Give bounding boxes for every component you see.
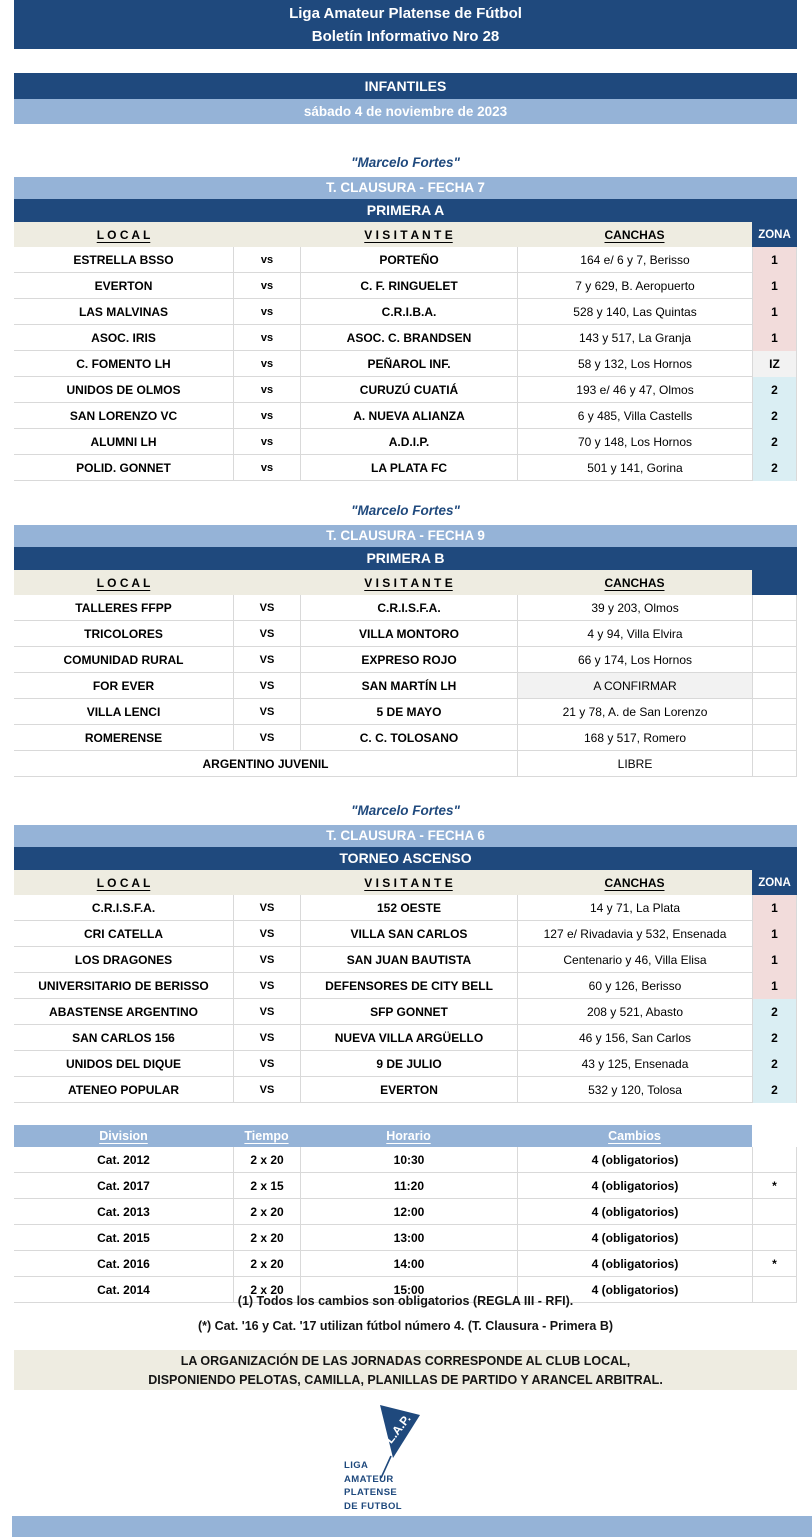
zona-cell: 1 (752, 947, 797, 973)
col-header-horario: Horario (300, 1125, 517, 1147)
visitante-team-cell: NUEVA VILLA ARGÜELLO (300, 1025, 517, 1051)
visitante-team-cell: DEFENSORES DE CITY BELL (300, 973, 517, 999)
col-header-zona (752, 570, 797, 595)
local-team-cell: ABASTENSE ARGENTINO (14, 999, 233, 1025)
col-header-division: Division (14, 1125, 233, 1147)
cancha-cell: 46 y 156, San Carlos (517, 1025, 752, 1051)
cancha-cell: 208 y 521, Abasto (517, 999, 752, 1025)
local-team-cell: ALUMNI LH (14, 429, 233, 455)
col-header-vs (233, 870, 300, 895)
local-team-cell: UNIDOS DEL DIQUE (14, 1051, 233, 1077)
visitante-team-cell: SAN JUAN BAUTISTA (300, 947, 517, 973)
col-header-tiempo: Tiempo (233, 1125, 300, 1147)
fixture-row (14, 351, 797, 377)
local-team-cell: TRICOLORES (14, 621, 233, 647)
vs-label: VS (233, 921, 300, 947)
zona-cell: 1 (752, 973, 797, 999)
schedule-row (14, 1173, 797, 1199)
title-bar (14, 0, 797, 49)
vs-label: VS (233, 595, 300, 621)
vs-label: vs (233, 403, 300, 429)
vs-label: vs (233, 377, 300, 403)
footer-banner (14, 1350, 797, 1390)
note-cell (752, 1199, 797, 1225)
division-bar: PRIMERA B (14, 547, 797, 570)
local-team-cell: ESTRELLA BSSO (14, 247, 233, 273)
vs-label: VS (233, 1077, 300, 1103)
logo-caption (344, 1459, 464, 1513)
cancha-cell: A CONFIRMAR (517, 673, 752, 699)
visitante-team-cell: PORTEÑO (300, 247, 517, 273)
cancha-cell: 193 e/ 46 y 47, Olmos (517, 377, 752, 403)
division-cell: Cat. 2016 (14, 1251, 233, 1277)
fixture-row (14, 247, 797, 273)
vs-label: VS (233, 673, 300, 699)
col-header-visitante: V I S I T A N T E (364, 575, 453, 590)
fixture-row (14, 403, 797, 429)
column-header-row (14, 222, 797, 247)
league-title: Liga Amateur Platense de Fútbol (289, 5, 522, 22)
date-bar: sábado 4 de noviembre de 2023 (14, 99, 797, 124)
fixture-row (14, 973, 797, 999)
zona-cell (752, 673, 797, 699)
cancha-cell: 528 y 140, Las Quintas (517, 299, 752, 325)
fixture-rows (14, 247, 797, 481)
zona-cell: 1 (752, 895, 797, 921)
visitante-team-cell: CURUZÚ CUATIÁ (300, 377, 517, 403)
vs-label: VS (233, 725, 300, 751)
tiempo-cell: 2 x 15 (233, 1173, 300, 1199)
horario-cell: 13:00 (300, 1225, 517, 1251)
schedule-row (14, 1251, 797, 1277)
col-header-vs (233, 222, 300, 247)
cancha-cell: 14 y 71, La Plata (517, 895, 752, 921)
vs-label: vs (233, 351, 300, 377)
cambios-cell: 4 (obligatorios) (517, 1277, 752, 1303)
note-cell: * (752, 1251, 797, 1277)
visitante-team-cell: EVERTON (300, 1077, 517, 1103)
col-header-visitante: V I S I T A N T E (364, 227, 453, 242)
cambios-cell: 4 (obligatorios) (517, 1173, 752, 1199)
note-cell (752, 1147, 797, 1173)
horario-cell: 11:20 (300, 1173, 517, 1199)
zona-cell: 2 (752, 1077, 797, 1103)
cancha-cell: 127 e/ Rivadavia y 532, Ensenada (517, 921, 752, 947)
division-cell: Cat. 2015 (14, 1225, 233, 1251)
schedule-row (14, 1225, 797, 1251)
horario-cell: 14:00 (300, 1251, 517, 1277)
cambios-cell: 4 (obligatorios) (517, 1147, 752, 1173)
fixture-table-ascenso (14, 870, 797, 1103)
cambios-cell: 4 (obligatorios) (517, 1199, 752, 1225)
vs-label: VS (233, 1051, 300, 1077)
free-team-cell: ARGENTINO JUVENIL (14, 751, 517, 777)
cancha-cell: 501 y 141, Gorina (517, 455, 752, 481)
cancha-cell: 532 y 120, Tolosa (517, 1077, 752, 1103)
note-cell (752, 1225, 797, 1251)
fixture-row (14, 999, 797, 1025)
zona-cell: 1 (752, 273, 797, 299)
visitante-team-cell: LA PLATA FC (300, 455, 517, 481)
schedule-row (14, 1147, 797, 1173)
vs-label: VS (233, 973, 300, 999)
visitante-team-cell: C.R.I.B.A. (300, 299, 517, 325)
round-bar: T. CLAUSURA - FECHA 6 (14, 825, 797, 847)
fixture-row (14, 377, 797, 403)
visitante-team-cell: 9 DE JULIO (300, 1051, 517, 1077)
local-team-cell: POLID. GONNET (14, 455, 233, 481)
local-team-cell: CRI CATELLA (14, 921, 233, 947)
vs-label: VS (233, 947, 300, 973)
logo-caption-line: AMATEUR (344, 1473, 394, 1485)
cancha-cell: 39 y 203, Olmos (517, 595, 752, 621)
col-header-canchas: CANCHAS (604, 875, 665, 890)
zona-cell (752, 621, 797, 647)
fixture-row (14, 1051, 797, 1077)
visitante-team-cell: 5 DE MAYO (300, 699, 517, 725)
zona-cell: 2 (752, 1051, 797, 1077)
cancha-cell: 70 y 148, Los Hornos (517, 429, 752, 455)
vs-label: VS (233, 1025, 300, 1051)
division-bar: PRIMERA A (14, 199, 797, 222)
visitante-team-cell: SFP GONNET (300, 999, 517, 1025)
fixture-row (14, 299, 797, 325)
col-header-visitante: V I S I T A N T E (364, 875, 453, 890)
tiempo-cell: 2 x 20 (233, 1277, 300, 1303)
local-team-cell: ROMERENSE (14, 725, 233, 751)
local-team-cell: UNIVERSITARIO DE BERISSO (14, 973, 233, 999)
tiempo-cell: 2 x 20 (233, 1225, 300, 1251)
cancha-cell: LIBRE (517, 751, 752, 777)
fixture-row (14, 595, 797, 621)
local-team-cell: COMUNIDAD RURAL (14, 647, 233, 673)
vs-label: vs (233, 299, 300, 325)
vs-label: VS (233, 895, 300, 921)
logo-caption-line: PLATENSE (344, 1487, 398, 1498)
local-team-cell: VILLA LENCI (14, 699, 233, 725)
footer-line-1: LA ORGANIZACIÓN DE LAS JORNADAS CORRESPONDE AL CLUB LOCAL, (180, 1354, 631, 1368)
schedule-row (14, 1199, 797, 1225)
fixture-rows (14, 595, 797, 777)
note-line-2: (*) Cat. '16 y Cat. '17 utilizan fútbol número 4. (T. Clausura - Primera B) (197, 1319, 614, 1333)
local-team-cell: UNIDOS DE OLMOS (14, 377, 233, 403)
referee-name: "Marcelo Fortes" (351, 155, 460, 170)
col-header-local: L O C A L (96, 875, 151, 890)
fixture-row (14, 429, 797, 455)
bottom-bar (12, 1516, 812, 1537)
tiempo-cell: 2 x 20 (233, 1147, 300, 1173)
column-header-row (14, 570, 797, 595)
visitante-team-cell: 152 OESTE (300, 895, 517, 921)
visitante-team-cell: EXPRESO ROJO (300, 647, 517, 673)
col-header-local: L O C A L (96, 575, 151, 590)
note-cell: * (752, 1173, 797, 1199)
cambios-cell: 4 (obligatorios) (517, 1251, 752, 1277)
visitante-team-cell: VILLA MONTORO (300, 621, 517, 647)
cancha-cell: 164 e/ 6 y 7, Berisso (517, 247, 752, 273)
zona-cell: 1 (752, 299, 797, 325)
division-cell: Cat. 2012 (14, 1147, 233, 1173)
referee-name: "Marcelo Fortes" (351, 503, 460, 518)
local-team-cell: C. FOMENTO LH (14, 351, 233, 377)
cancha-cell: 4 y 94, Villa Elvira (517, 621, 752, 647)
local-team-cell: LAS MALVINAS (14, 299, 233, 325)
col-header-local: L O C A L (96, 227, 151, 242)
local-team-cell: LOS DRAGONES (14, 947, 233, 973)
visitante-team-cell: A.D.I.P. (300, 429, 517, 455)
vs-label: VS (233, 699, 300, 725)
round-bar: T. CLAUSURA - FECHA 7 (14, 177, 797, 199)
referee-name: "Marcelo Fortes" (351, 803, 460, 818)
vs-label: vs (233, 455, 300, 481)
cambios-cell: 4 (obligatorios) (517, 1225, 752, 1251)
col-header-note (752, 1125, 797, 1147)
division-cell: Cat. 2013 (14, 1199, 233, 1225)
fixture-row (14, 895, 797, 921)
vs-label: VS (233, 999, 300, 1025)
fixture-row (14, 673, 797, 699)
column-header-row (14, 870, 797, 895)
cancha-cell: 6 y 485, Villa Castells (517, 403, 752, 429)
fixture-table-primera-a (14, 222, 797, 481)
horario-cell: 10:30 (300, 1147, 517, 1173)
zona-cell (752, 647, 797, 673)
bulletin-number: Boletín Informativo Nro 28 (311, 28, 500, 45)
zona-cell: 2 (752, 403, 797, 429)
logo-caption-line: DE FUTBOL (344, 1500, 402, 1512)
local-team-cell: EVERTON (14, 273, 233, 299)
zona-cell: 2 (752, 455, 797, 481)
vs-label: vs (233, 247, 300, 273)
flag-text: L.A.P. (382, 1411, 414, 1447)
zona-cell: 1 (752, 325, 797, 351)
zona-cell: 1 (752, 921, 797, 947)
category-bar: INFANTILES (14, 73, 797, 99)
notes-block (14, 1289, 797, 1339)
zona-cell (752, 725, 797, 751)
fixture-row (14, 273, 797, 299)
zona-cell: 2 (752, 377, 797, 403)
col-header-canchas: CANCHAS (604, 227, 665, 242)
schedule-rows (14, 1147, 797, 1303)
fixture-row (14, 1077, 797, 1103)
vs-label: vs (233, 429, 300, 455)
visitante-team-cell: C.R.I.S.F.A. (300, 595, 517, 621)
cancha-cell: 60 y 126, Berisso (517, 973, 752, 999)
division-cell: Cat. 2014 (14, 1277, 233, 1303)
fixture-row (14, 325, 797, 351)
visitante-team-cell: C. F. RINGUELET (300, 273, 517, 299)
fixture-rows (14, 895, 797, 1103)
visitante-team-cell: VILLA SAN CARLOS (300, 921, 517, 947)
col-header-canchas: CANCHAS (604, 575, 665, 590)
cancha-cell: 143 y 517, La Granja (517, 325, 752, 351)
vs-label: VS (233, 647, 300, 673)
local-team-cell: FOR EVER (14, 673, 233, 699)
visitante-team-cell: SAN MARTÍN LH (300, 673, 517, 699)
visitante-team-cell: A. NUEVA ALIANZA (300, 403, 517, 429)
col-header-zona: ZONA (752, 870, 797, 895)
vs-label: VS (233, 621, 300, 647)
division-bar: TORNEO ASCENSO (14, 847, 797, 870)
tiempo-cell: 2 x 20 (233, 1199, 300, 1225)
fixture-row (14, 725, 797, 751)
local-team-cell: SAN LORENZO VC (14, 403, 233, 429)
cancha-cell: 21 y 78, A. de San Lorenzo (517, 699, 752, 725)
zona-cell: 2 (752, 999, 797, 1025)
zona-cell: 2 (752, 1025, 797, 1051)
horario-cell: 15:00 (300, 1277, 517, 1303)
fixture-row (14, 647, 797, 673)
cancha-cell: 168 y 517, Romero (517, 725, 752, 751)
fixture-row (14, 455, 797, 481)
zona-cell: 1 (752, 247, 797, 273)
fixture-row (14, 1025, 797, 1051)
division-cell: Cat. 2017 (14, 1173, 233, 1199)
zona-cell: 2 (752, 429, 797, 455)
note-line-1: (1) Todos los cambios son obligatorios (REGLA III - RFI). (237, 1294, 574, 1308)
visitante-team-cell: ASOC. C. BRANDSEN (300, 325, 517, 351)
cancha-cell: 58 y 132, Los Hornos (517, 351, 752, 377)
fixture-row (14, 947, 797, 973)
col-header-vs (233, 570, 300, 595)
zona-cell: IZ (752, 351, 797, 377)
vs-label: vs (233, 273, 300, 299)
visitante-team-cell: PEÑAROL INF. (300, 351, 517, 377)
footer-line-2: DISPONIENDO PELOTAS, CAMILLA, PLANILLAS DE PARTIDO Y ARANCEL ARBITRAL. (148, 1373, 663, 1387)
local-team-cell: SAN CARLOS 156 (14, 1025, 233, 1051)
fixture-row (14, 921, 797, 947)
col-header-zona: ZONA (752, 222, 797, 247)
fixture-row (14, 621, 797, 647)
cancha-cell: 66 y 174, Los Hornos (517, 647, 752, 673)
cancha-cell: 43 y 125, Ensenada (517, 1051, 752, 1077)
vs-label: vs (233, 325, 300, 351)
zona-cell (752, 699, 797, 725)
horario-cell: 12:00 (300, 1199, 517, 1225)
logo-caption-line: LIGA (344, 1460, 369, 1471)
zona-cell (752, 595, 797, 621)
col-header-cambios: Cambios (517, 1125, 752, 1147)
local-team-cell: TALLERES FFPP (14, 595, 233, 621)
schedule-header-row (14, 1125, 797, 1147)
cancha-cell: Centenario y 46, Villa Elisa (517, 947, 752, 973)
fixture-row (14, 751, 797, 777)
local-team-cell: ASOC. IRIS (14, 325, 233, 351)
zona-cell (752, 751, 797, 777)
local-team-cell: ATENEO POPULAR (14, 1077, 233, 1103)
fixture-table-primera-b (14, 570, 797, 777)
local-team-cell: C.R.I.S.F.A. (14, 895, 233, 921)
fixture-row (14, 699, 797, 725)
cancha-cell: 7 y 629, B. Aeropuerto (517, 273, 752, 299)
visitante-team-cell: C. C. TOLOSANO (300, 725, 517, 751)
round-bar: T. CLAUSURA - FECHA 9 (14, 525, 797, 547)
schedule-table (14, 1125, 797, 1303)
tiempo-cell: 2 x 20 (233, 1251, 300, 1277)
